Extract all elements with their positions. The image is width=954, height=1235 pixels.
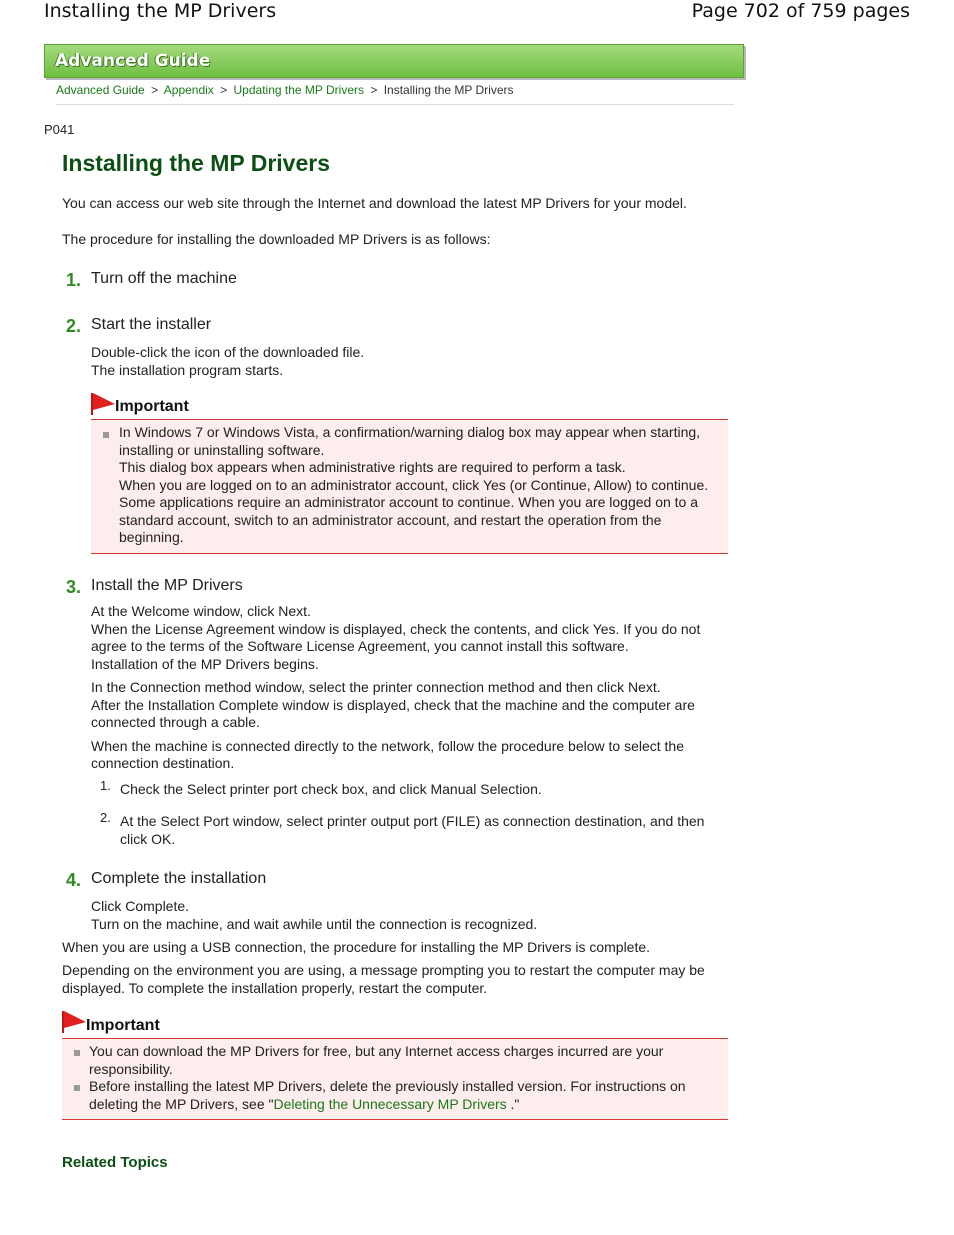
step-text-line: Double-click the icon of the downloaded file. — [91, 344, 365, 360]
step-3-text — [91, 603, 728, 773]
link-suffix: ." — [510, 1095, 520, 1112]
breadcrumb-separator: > — [220, 83, 228, 97]
step-text-line: After the Installation Complete window is displayed, check that the machine and the computer are — [91, 696, 695, 713]
step-4-text — [91, 897, 728, 933]
important-line: You can download the MP Drivers for free, but any Internet access charges incurred are your — [89, 1043, 664, 1059]
step-text-line: In the Connection method window, select the printer connection method and then click Next. — [91, 679, 661, 695]
bullet-icon — [74, 1050, 80, 1056]
breadcrumb — [56, 83, 514, 97]
page-header — [44, 0, 910, 26]
step-number: 3. — [66, 577, 82, 597]
related-topics-heading: Related Topics — [62, 1154, 168, 1171]
important-line: Before installing the latest MP Drivers, delete the previously installed version. For instructions on — [89, 1078, 686, 1094]
important-2-item-2 — [89, 1078, 724, 1113]
important-line: responsibility. — [89, 1060, 173, 1077]
banner-label: Advanced Guide — [55, 51, 211, 71]
breadcrumb-divider — [56, 104, 734, 105]
step-text-line: connection destination. — [91, 755, 235, 771]
step-number: 2. — [66, 316, 82, 336]
step-text-line: Turn on the machine, and wait awhile until the connection is recognized. — [91, 916, 538, 932]
step-title: Install the MP Drivers — [91, 577, 243, 594]
step-text-line: agree to the terms of the Software License Agreement, you cannot install this software. — [91, 638, 629, 654]
intro-paragraph-1: You can access our web site through the Internet and download the latest MP Drivers for your model. — [62, 195, 687, 211]
step-number: 4. — [66, 870, 82, 890]
advanced-guide-banner — [44, 44, 744, 78]
intro-paragraph-2: The procedure for installing the downloaded MP Drivers is as follows: — [62, 231, 491, 247]
important-line — [89, 1096, 724, 1114]
step-title: Start the installer — [91, 316, 212, 333]
step-2-text — [91, 343, 728, 379]
step-title: Complete the installation — [91, 870, 267, 887]
step-title: Turn off the machine — [91, 270, 237, 287]
important-heading: Important — [86, 1017, 160, 1034]
substep-number: 2. — [100, 810, 111, 825]
important-line: standard account, switch to an administrator account, and restart the operation from the — [119, 511, 662, 528]
page-code: P041 — [44, 122, 75, 137]
important-line: installing or uninstalling software. — [119, 441, 325, 458]
important-line: beginning. — [119, 529, 184, 545]
page-number-info: Page 702 of 759 pages — [691, 0, 910, 22]
step-text-line: The installation program starts. — [91, 362, 284, 378]
important-heading: Important — [115, 398, 189, 415]
important-1-item — [119, 424, 724, 547]
breadcrumb-updating-mp-drivers[interactable]: Updating the MP Drivers — [233, 83, 365, 97]
main-content — [62, 150, 728, 1171]
bullet-icon — [74, 1085, 80, 1091]
deleting-mp-drivers-link[interactable]: Deleting the Unnecessary MP Drivers — [273, 1095, 511, 1112]
link-prefix: deleting the MP Drivers, see " — [89, 1095, 274, 1112]
step-text-line: connected through a cable. — [91, 714, 260, 730]
important-box-2 — [62, 1038, 728, 1120]
important-2-item-1 — [89, 1043, 724, 1078]
breadcrumb-advanced-guide[interactable]: Advanced Guide — [56, 83, 145, 97]
bullet-icon — [103, 432, 109, 438]
page-title: Installing the MP Drivers — [62, 150, 330, 176]
step-text-line: Click Complete. — [91, 898, 190, 914]
restart-paragraph — [62, 961, 728, 997]
important-line: This dialog box appears when administrative rights are required to perform a task. — [119, 459, 626, 475]
important-line: When you are logged on to an administrator account, click Yes (or Continue, Allow) to continue. — [119, 476, 709, 493]
important-line: In Windows 7 or Windows Vista, a confirmation/warning dialog box may appear when starting, — [119, 424, 701, 440]
usb-complete-paragraph: When you are using a USB connection, the procedure for installing the MP Drivers is complete. — [62, 939, 651, 955]
page-header-title: Installing the MP Drivers — [44, 0, 277, 22]
substep-text: Check the Select printer port check box, and click Manual Selection. — [120, 781, 542, 797]
breadcrumb-appendix[interactable]: Appendix — [163, 83, 214, 97]
step-text-line: When the machine is connected directly to the network, follow the procedure below to select the — [91, 737, 684, 754]
breadcrumb-separator: > — [151, 83, 159, 97]
important-flag-icon — [90, 392, 116, 416]
paragraph-line: displayed. To complete the installation properly, restart the computer. — [62, 980, 488, 996]
substep-text: At the Select Port window, select printer output port (FILE) as connection destination, and then click OK. — [120, 813, 705, 847]
substep-number: 1. — [100, 778, 111, 793]
important-flag-icon — [61, 1010, 87, 1034]
paragraph-line: Depending on the environment you are using, a message prompting you to restart the computer may be — [62, 962, 705, 978]
breadcrumb-current: Installing the MP Drivers — [383, 83, 514, 97]
step-text-line: At the Welcome window, click Next. — [91, 603, 311, 619]
step-number: 1. — [66, 270, 82, 290]
important-box-1 — [91, 419, 728, 554]
step-text-line: When the License Agreement window is displayed, check the contents, and click Yes. If you do not — [91, 620, 701, 637]
step-text-line: Installation of the MP Drivers begins. — [91, 655, 319, 672]
important-line: Some applications require an administrator account to continue. When you are logged on to a — [119, 494, 699, 510]
breadcrumb-separator: > — [370, 83, 378, 97]
